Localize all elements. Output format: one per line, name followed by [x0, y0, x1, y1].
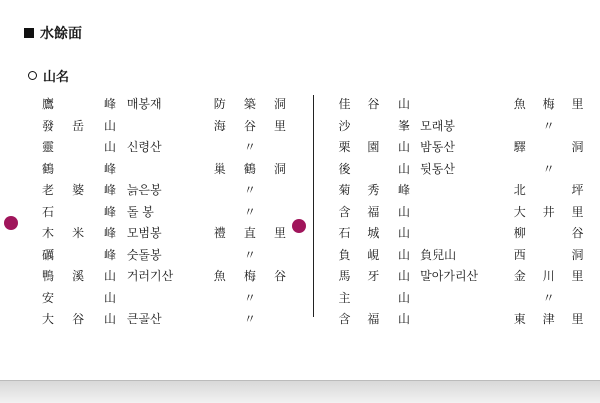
table-cell: 巢: [213, 161, 226, 176]
circle-bullet-icon: [28, 71, 37, 80]
table-cell: 魚: [513, 97, 526, 112]
table-cell: 大: [513, 204, 526, 219]
table-cell: 海: [213, 118, 226, 133]
black-square-icon: [24, 28, 34, 38]
table-cell: 西: [513, 247, 526, 262]
header-title: 水餘面: [40, 26, 82, 42]
table-cell: 菊: [338, 183, 351, 198]
table-cell: 峰: [398, 183, 411, 198]
table-cell: 〃: [243, 204, 256, 219]
table-cell: 말아가리산: [420, 269, 479, 284]
table-cell: 禮: [213, 226, 226, 241]
table-cell: 山: [398, 204, 411, 219]
table-cell: 山: [104, 118, 117, 133]
table-row: [330, 308, 592, 330]
table-row: [330, 158, 592, 180]
table-cell: 大: [42, 312, 55, 327]
table-cell: 山: [398, 140, 411, 155]
table-cell: 洞: [571, 247, 584, 262]
table-cell: 山: [398, 247, 411, 262]
table-cell: 里: [273, 226, 286, 241]
table-cell: 驛: [513, 140, 526, 155]
table-cell: 婆: [72, 183, 85, 198]
left-column: [33, 93, 295, 330]
table-cell: 主: [338, 290, 351, 305]
table-cell: 峰: [104, 183, 117, 198]
table-cell: 모래봉: [420, 118, 455, 133]
table-cell: 栗: [338, 140, 351, 155]
table-cell: 洞: [273, 161, 286, 176]
table-cell: 峰: [104, 204, 117, 219]
table-cell: 鷹: [42, 97, 55, 112]
table-row: [33, 179, 295, 201]
table-cell: 川: [542, 269, 555, 284]
table-cell: 金: [513, 269, 526, 284]
table-row: [33, 265, 295, 287]
table-cell: 山: [104, 140, 117, 155]
table-cell: 木: [42, 226, 55, 241]
table-cell: 山: [398, 312, 411, 327]
table-cell: 岳: [72, 118, 85, 133]
table-cell: 礪: [42, 247, 55, 262]
table-cell: 〃: [542, 290, 555, 305]
table-cell: 梅: [243, 269, 256, 284]
table-cell: 築: [243, 97, 256, 112]
table-cell: 牙: [367, 269, 380, 284]
table-cell: 里: [571, 312, 584, 327]
table-cell: 山: [104, 269, 117, 284]
table-cell: 鶴: [243, 161, 256, 176]
table-cell: 里: [571, 97, 584, 112]
table-cell: 山: [104, 290, 117, 305]
table-cell: 山: [104, 312, 117, 327]
table-cell: 洞: [273, 97, 286, 112]
table-cell: 〃: [243, 247, 256, 262]
table-cell: 뒷동산: [420, 161, 455, 176]
table-cell: 鶴: [42, 161, 55, 176]
table-cell: 老: [42, 183, 55, 198]
table-row: [330, 179, 592, 201]
footer-bar: [0, 380, 600, 403]
table-row: [330, 136, 592, 158]
table-cell: 山: [398, 161, 411, 176]
table-cell: 거러기산: [126, 269, 174, 284]
table-cell: 魚: [213, 269, 226, 284]
table-cell: 돌 봉: [126, 204, 154, 219]
table-cell: 馬: [338, 269, 351, 284]
table-cell: 坪: [571, 183, 584, 198]
table-cell: 峴: [367, 247, 380, 262]
table-cell: 秀: [367, 183, 380, 198]
table-cell: 安: [42, 290, 55, 305]
table-cell: 谷: [273, 269, 286, 284]
table-row: [33, 136, 295, 158]
table-row: [33, 308, 295, 330]
table-row: [33, 222, 295, 244]
table-cell: 津: [542, 312, 555, 327]
table-cell: 里: [571, 269, 584, 284]
table-cell: 숫돌봉: [126, 247, 162, 262]
table-cell: 峰: [104, 97, 117, 112]
table-cell: 峰: [104, 247, 117, 262]
table-row: [330, 115, 592, 137]
annotation-dot-right: [292, 219, 306, 233]
table-cell: 〃: [243, 183, 256, 198]
table-cell: 매봉재: [126, 97, 162, 112]
table-row: [33, 201, 295, 223]
table-row: [33, 158, 295, 180]
table-row: [330, 222, 592, 244]
table-cell: 〃: [243, 290, 256, 305]
table-row: [33, 115, 295, 137]
table-cell: 福: [367, 204, 380, 219]
table-cell: 石: [338, 226, 351, 241]
table-row: [330, 244, 592, 266]
table-cell: 큰골산: [126, 312, 162, 327]
table-cell: 山: [398, 226, 411, 241]
right-column: [330, 93, 592, 330]
table-cell: 밤동산: [420, 140, 455, 155]
table-cell: 沙: [338, 118, 351, 133]
table-row: [330, 287, 592, 309]
table-row: [330, 93, 592, 115]
table-cell: 峯: [398, 118, 411, 133]
table-cell: 〃: [243, 312, 256, 327]
annotation-dot-left: [4, 216, 18, 230]
table-cell: 山: [398, 269, 411, 284]
table-row: [33, 244, 295, 266]
table-cell: 含: [338, 312, 351, 327]
table-cell: 含: [338, 204, 351, 219]
table-cell: 佳: [338, 97, 351, 112]
table-row: [330, 265, 592, 287]
table-cell: 城: [367, 226, 380, 241]
table-cell: 梅: [542, 97, 555, 112]
table-cell: 〃: [243, 140, 256, 155]
table-cell: 山: [398, 290, 411, 305]
table-cell: 山: [398, 97, 411, 112]
table-cell: 洞: [571, 140, 584, 155]
table-cell: 直: [243, 226, 256, 241]
table-cell: 鴨: [42, 269, 55, 284]
table-cell: 늙은봉: [126, 183, 162, 198]
table-cell: 發: [42, 118, 55, 133]
table-cell: 〃: [542, 118, 555, 133]
table-cell: 負兒山: [420, 247, 457, 262]
table-cell: 里: [273, 118, 286, 133]
table-cell: 里: [571, 204, 584, 219]
table-cell: 柳: [513, 226, 526, 241]
table-cell: 園: [367, 140, 380, 155]
table-cell: 福: [367, 312, 380, 327]
table-cell: 北: [513, 183, 526, 198]
table-cell: 谷: [367, 97, 380, 112]
page-header: [24, 23, 82, 43]
table-cell: 防: [213, 97, 226, 112]
table-cell: 靈: [42, 140, 55, 155]
table-cell: 모범봉: [126, 226, 162, 241]
table-cell: 峰: [104, 161, 117, 176]
table-cell: 谷: [243, 118, 256, 133]
table-row: [330, 201, 592, 223]
section-title: 山名: [43, 70, 70, 85]
table-cell: 신령산: [126, 140, 162, 155]
table-cell: 井: [542, 204, 555, 219]
table-cell: 谷: [571, 226, 584, 241]
table-cell: 溪: [72, 269, 85, 284]
table-cell: 石: [42, 204, 55, 219]
table-row: [33, 287, 295, 309]
table-cell: 谷: [72, 312, 85, 327]
table-cell: 後: [338, 161, 351, 176]
table-cell: 負: [338, 247, 351, 262]
column-divider: [313, 95, 314, 317]
section-heading: [28, 66, 69, 85]
table-cell: 東: [513, 312, 526, 327]
table-cell: 峰: [104, 226, 117, 241]
table-cell: 〃: [542, 161, 555, 176]
table-cell: 米: [72, 226, 85, 241]
table-row: [33, 93, 295, 115]
